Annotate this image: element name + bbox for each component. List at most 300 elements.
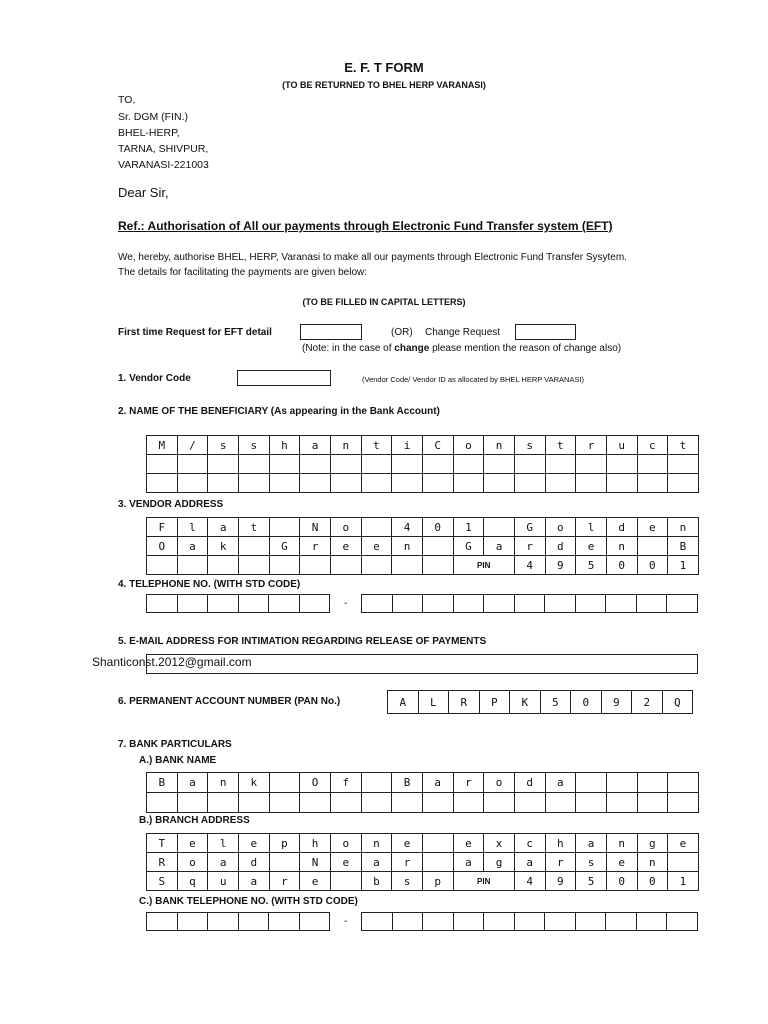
char-cell[interactable] — [576, 455, 607, 474]
char-cell[interactable] — [361, 793, 392, 813]
char-cell[interactable]: e — [453, 834, 484, 853]
capital-letters-note: (TO BE FILLED IN CAPITAL LETTERS) — [302, 297, 466, 307]
char-cell[interactable] — [330, 793, 361, 813]
char-cell[interactable] — [575, 595, 606, 613]
char-cell[interactable]: h — [269, 436, 300, 455]
char-cell[interactable] — [361, 773, 392, 793]
char-cell[interactable]: d — [238, 853, 269, 872]
char-cell[interactable] — [269, 913, 300, 931]
char-cell[interactable] — [637, 455, 668, 474]
char-cell[interactable]: r — [576, 436, 607, 455]
char-cell[interactable]: T — [147, 834, 178, 853]
char-cell[interactable] — [330, 455, 361, 474]
char-cell[interactable] — [637, 537, 668, 556]
beneficiary-label: 2. NAME OF THE BENEFICIARY (As appearing in the Bank Account) — [118, 406, 440, 417]
char-cell[interactable] — [606, 474, 637, 493]
char-cell[interactable]: 9 — [545, 872, 576, 891]
beneficiary-row-1 — [147, 436, 699, 455]
char-cell[interactable]: a — [208, 518, 239, 537]
char-cell[interactable]: r — [514, 537, 545, 556]
char-cell[interactable]: p — [422, 872, 453, 891]
change-note — [302, 343, 621, 354]
char-cell[interactable]: t — [668, 436, 699, 455]
vendor-address-row-3 — [147, 556, 699, 575]
char-cell[interactable] — [361, 455, 392, 474]
bank-particulars-label: 7. BANK PARTICULARS — [118, 739, 232, 750]
char-cell[interactable]: A — [388, 691, 419, 714]
char-cell[interactable] — [484, 913, 515, 931]
char-cell[interactable]: h — [300, 834, 331, 853]
char-cell[interactable]: e — [576, 537, 607, 556]
pin-label: PIN — [453, 872, 514, 891]
char-cell[interactable] — [269, 773, 300, 793]
char-cell[interactable] — [177, 556, 208, 575]
char-cell[interactable]: a — [484, 537, 515, 556]
char-cell[interactable]: e — [606, 853, 637, 872]
char-cell[interactable] — [269, 556, 300, 575]
vendor-address-grid[interactable] — [146, 517, 699, 575]
char-cell[interactable] — [208, 913, 239, 931]
branch-address-row-3 — [147, 872, 699, 891]
char-cell[interactable] — [514, 595, 545, 613]
char-cell[interactable] — [330, 556, 361, 575]
char-cell[interactable] — [422, 853, 453, 872]
char-cell[interactable] — [147, 793, 178, 813]
char-cell[interactable]: a — [238, 872, 269, 891]
char-cell[interactable] — [362, 913, 393, 931]
char-cell[interactable]: n — [484, 436, 515, 455]
telephone-std-grid[interactable] — [146, 594, 330, 613]
char-cell[interactable] — [300, 474, 331, 493]
char-cell[interactable]: o — [330, 518, 361, 537]
char-cell[interactable] — [636, 595, 667, 613]
branch-address-label: B.) BRANCH ADDRESS — [139, 815, 250, 826]
pin-label: PIN — [453, 556, 514, 575]
char-cell[interactable]: M — [147, 436, 178, 455]
char-cell[interactable] — [453, 455, 484, 474]
vendor-address-label: 3. VENDOR ADDRESS — [118, 499, 224, 510]
address-line: BHEL-HERP, — [118, 127, 180, 139]
char-cell[interactable]: e — [637, 518, 668, 537]
char-cell[interactable] — [545, 474, 576, 493]
char-cell[interactable]: a — [576, 834, 607, 853]
char-cell[interactable] — [422, 834, 453, 853]
address-line: TO, — [118, 94, 136, 106]
pan-label: 6. PERMANENT ACCOUNT NUMBER (PAN No.) — [118, 696, 341, 707]
char-cell[interactable] — [269, 853, 300, 872]
char-cell[interactable] — [300, 455, 331, 474]
vendor-code-label: 1. Vendor Code — [118, 373, 191, 384]
bank-name-label: A.) BANK NAME — [139, 755, 217, 766]
change-note-post: please mention the reason of change also) — [429, 343, 622, 354]
email-label: 5. E-MAIL ADDRESS FOR INTIMATION REGARDING RELEASE OF PAYMENTS — [118, 636, 487, 647]
char-cell[interactable]: r — [392, 853, 423, 872]
bank-name-grid[interactable] — [146, 772, 699, 813]
char-cell[interactable] — [362, 595, 393, 613]
char-cell[interactable] — [177, 793, 208, 813]
char-cell[interactable] — [330, 474, 361, 493]
char-cell[interactable]: n — [392, 537, 423, 556]
char-cell[interactable] — [545, 793, 576, 813]
char-cell[interactable] — [484, 793, 515, 813]
pan-grid[interactable] — [387, 690, 693, 714]
char-cell[interactable]: R — [147, 853, 178, 872]
char-cell[interactable]: n — [606, 834, 637, 853]
char-cell[interactable]: B — [392, 773, 423, 793]
char-cell[interactable] — [299, 595, 330, 613]
body-line: The details for facilitating the payments are given below: — [118, 267, 368, 278]
char-cell[interactable] — [208, 595, 239, 613]
vendor-address-row-2 — [147, 537, 699, 556]
char-cell[interactable] — [300, 793, 331, 813]
char-cell[interactable] — [330, 872, 361, 891]
char-cell[interactable]: 4 — [514, 872, 545, 891]
char-cell[interactable] — [422, 537, 453, 556]
char-cell[interactable]: r — [269, 872, 300, 891]
char-cell[interactable] — [423, 913, 454, 931]
form-subtitle: (TO BE RETURNED TO BHEL HERP VARANASI) — [282, 80, 486, 90]
char-cell[interactable]: O — [300, 773, 331, 793]
salutation: Dear Sir, — [118, 185, 169, 200]
char-cell[interactable]: a — [453, 853, 484, 872]
char-cell[interactable] — [238, 913, 269, 931]
char-cell[interactable]: Q — [662, 691, 693, 714]
char-cell[interactable] — [422, 793, 453, 813]
char-cell[interactable]: N — [300, 518, 331, 537]
char-cell[interactable] — [238, 556, 269, 575]
char-cell[interactable]: R — [449, 691, 480, 714]
char-cell[interactable]: 5 — [540, 691, 571, 714]
char-cell[interactable]: 5 — [576, 556, 607, 575]
char-cell[interactable] — [545, 455, 576, 474]
char-cell[interactable]: a — [422, 773, 453, 793]
char-cell[interactable]: B — [668, 537, 699, 556]
char-cell[interactable]: n — [606, 537, 637, 556]
char-cell[interactable] — [361, 556, 392, 575]
char-cell[interactable]: b — [361, 872, 392, 891]
char-cell[interactable]: f — [330, 773, 361, 793]
bank-telephone-std-grid[interactable] — [146, 912, 330, 931]
char-cell[interactable] — [238, 474, 269, 493]
char-cell[interactable]: p — [269, 834, 300, 853]
char-cell[interactable] — [636, 913, 667, 931]
char-cell[interactable]: x — [484, 834, 515, 853]
telephone-number-row — [362, 595, 698, 613]
char-cell[interactable]: o — [453, 436, 484, 455]
char-cell[interactable] — [208, 474, 239, 493]
char-cell[interactable]: s — [514, 436, 545, 455]
char-cell[interactable]: r — [300, 537, 331, 556]
char-cell[interactable] — [514, 474, 545, 493]
char-cell[interactable] — [453, 913, 484, 931]
char-cell[interactable]: s — [208, 436, 239, 455]
char-cell[interactable] — [545, 595, 576, 613]
char-cell[interactable]: q — [177, 872, 208, 891]
char-cell[interactable]: O — [147, 537, 178, 556]
char-cell[interactable] — [269, 595, 300, 613]
char-cell[interactable] — [606, 793, 637, 813]
char-cell[interactable]: l — [576, 518, 607, 537]
char-cell[interactable]: a — [514, 853, 545, 872]
char-cell[interactable]: 0 — [637, 556, 668, 575]
char-cell[interactable]: i — [392, 436, 423, 455]
change-request-checkbox[interactable] — [515, 324, 576, 340]
char-cell[interactable] — [453, 595, 484, 613]
address-line: TARNA, SHIVPUR, — [118, 143, 209, 155]
first-time-request-checkbox[interactable] — [300, 324, 362, 340]
char-cell[interactable]: a — [177, 537, 208, 556]
char-cell[interactable]: 4 — [514, 556, 545, 575]
char-cell[interactable]: e — [238, 834, 269, 853]
char-cell[interactable] — [667, 595, 698, 613]
char-cell[interactable]: n — [637, 853, 668, 872]
char-cell[interactable]: a — [300, 436, 331, 455]
char-cell[interactable]: a — [545, 773, 576, 793]
char-cell[interactable] — [453, 793, 484, 813]
char-cell[interactable]: e — [330, 853, 361, 872]
char-cell[interactable]: c — [637, 436, 668, 455]
char-cell[interactable]: 1 — [668, 556, 699, 575]
change-request-label: Change Request — [425, 327, 501, 338]
char-cell[interactable]: e — [668, 834, 699, 853]
char-cell[interactable]: s — [576, 853, 607, 872]
vendor-code-note: (Vendor Code/ Vendor ID as allocated by BHEL HERP VARANASI) — [362, 375, 585, 384]
char-cell[interactable]: e — [300, 872, 331, 891]
char-cell[interactable] — [238, 537, 269, 556]
char-cell[interactable] — [484, 518, 515, 537]
char-cell[interactable] — [392, 913, 423, 931]
address-line: Sr. DGM (FIN.) — [118, 111, 188, 123]
char-cell[interactable]: G — [269, 537, 300, 556]
char-cell[interactable]: 9 — [545, 556, 576, 575]
char-cell[interactable]: e — [361, 537, 392, 556]
char-cell[interactable]: a — [177, 773, 208, 793]
char-cell[interactable]: t — [361, 436, 392, 455]
char-cell[interactable]: n — [330, 436, 361, 455]
char-cell[interactable] — [576, 474, 607, 493]
char-cell[interactable]: S — [147, 872, 178, 891]
bank-name-row-2 — [147, 793, 699, 813]
char-cell[interactable] — [392, 474, 423, 493]
char-cell[interactable]: s — [238, 436, 269, 455]
char-cell[interactable] — [147, 474, 178, 493]
char-cell[interactable]: a — [361, 853, 392, 872]
char-cell[interactable]: 0 — [422, 518, 453, 537]
char-cell[interactable]: l — [208, 834, 239, 853]
char-cell[interactable]: G — [514, 518, 545, 537]
char-cell[interactable]: r — [545, 853, 576, 872]
char-cell[interactable] — [392, 793, 423, 813]
char-cell[interactable] — [606, 913, 637, 931]
char-cell[interactable]: o — [177, 853, 208, 872]
char-cell[interactable] — [637, 773, 668, 793]
char-cell[interactable] — [453, 474, 484, 493]
char-cell[interactable] — [238, 793, 269, 813]
char-cell[interactable]: L — [418, 691, 449, 714]
beneficiary-row-3 — [147, 474, 699, 493]
char-cell[interactable] — [147, 455, 178, 474]
address-line: VARANASI-221003 — [118, 159, 209, 171]
char-cell[interactable]: t — [238, 518, 269, 537]
char-cell[interactable]: 5 — [576, 872, 607, 891]
char-cell[interactable] — [576, 793, 607, 813]
char-cell[interactable] — [392, 595, 423, 613]
char-cell[interactable]: a — [208, 853, 239, 872]
char-cell[interactable] — [422, 556, 453, 575]
char-cell[interactable]: / — [177, 436, 208, 455]
char-cell[interactable]: C — [422, 436, 453, 455]
char-cell[interactable]: 0 — [571, 691, 602, 714]
char-cell[interactable] — [208, 556, 239, 575]
char-cell[interactable]: h — [545, 834, 576, 853]
char-cell[interactable]: B — [147, 773, 178, 793]
pan-row — [388, 691, 693, 714]
branch-address-grid[interactable] — [146, 833, 699, 891]
char-cell[interactable]: 0 — [606, 872, 637, 891]
char-cell[interactable]: n — [361, 834, 392, 853]
char-cell[interactable] — [606, 455, 637, 474]
char-cell[interactable]: r — [453, 773, 484, 793]
char-cell[interactable]: o — [330, 834, 361, 853]
char-cell[interactable] — [238, 595, 269, 613]
char-cell[interactable] — [177, 595, 208, 613]
char-cell[interactable] — [269, 793, 300, 813]
char-cell[interactable]: n — [208, 773, 239, 793]
char-cell[interactable] — [269, 455, 300, 474]
char-cell[interactable]: 2 — [632, 691, 663, 714]
char-cell[interactable] — [545, 913, 576, 931]
char-cell[interactable] — [177, 913, 208, 931]
bank-telephone-number-grid[interactable] — [361, 912, 698, 931]
char-cell[interactable] — [423, 595, 454, 613]
char-cell[interactable] — [238, 455, 269, 474]
char-cell[interactable]: 1 — [668, 872, 699, 891]
char-cell[interactable] — [392, 556, 423, 575]
telephone-number-grid[interactable] — [361, 594, 698, 613]
char-cell[interactable] — [269, 518, 300, 537]
char-cell[interactable]: e — [177, 834, 208, 853]
char-cell[interactable] — [300, 556, 331, 575]
bank-name-row-1 — [147, 773, 699, 793]
char-cell[interactable] — [177, 474, 208, 493]
char-cell[interactable] — [269, 474, 300, 493]
char-cell[interactable]: g — [484, 853, 515, 872]
reference-line: Ref.: Authorisation of All our payments through Electronic Fund Transfer system (EFT) — [118, 219, 613, 233]
char-cell[interactable]: K — [510, 691, 541, 714]
change-note-bold: change — [394, 343, 430, 354]
char-cell[interactable] — [484, 595, 515, 613]
branch-address-row-1 — [147, 834, 699, 853]
beneficiary-row-2 — [147, 455, 699, 474]
telephone-dash: - — [344, 598, 348, 609]
char-cell[interactable] — [208, 793, 239, 813]
char-cell[interactable] — [361, 474, 392, 493]
char-cell[interactable]: 1 — [453, 518, 484, 537]
char-cell[interactable]: u — [606, 436, 637, 455]
body-line: We, hereby, authorise BHEL, HERP, Varanasi to make all our payments through Electronic Fund Transfer Sysytem. — [118, 252, 627, 263]
char-cell[interactable]: F — [147, 518, 178, 537]
char-cell[interactable] — [606, 773, 637, 793]
char-cell[interactable] — [575, 913, 606, 931]
char-cell[interactable] — [514, 913, 545, 931]
char-cell[interactable] — [637, 793, 668, 813]
char-cell[interactable]: e — [392, 834, 423, 853]
char-cell[interactable]: 4 — [392, 518, 423, 537]
char-cell[interactable]: k — [238, 773, 269, 793]
char-cell[interactable] — [484, 474, 515, 493]
vendor-code-input[interactable] — [237, 370, 331, 386]
char-cell[interactable]: t — [545, 436, 576, 455]
char-cell[interactable] — [177, 455, 208, 474]
char-cell[interactable] — [484, 455, 515, 474]
branch-address-row-2 — [147, 853, 699, 872]
char-cell[interactable] — [208, 455, 239, 474]
char-cell[interactable]: d — [606, 518, 637, 537]
char-cell[interactable] — [422, 455, 453, 474]
email-value: Shanticonst.2012@gmail.com — [92, 655, 252, 669]
char-cell[interactable] — [514, 455, 545, 474]
char-cell[interactable]: e — [330, 537, 361, 556]
char-cell[interactable]: o — [484, 773, 515, 793]
char-cell[interactable] — [299, 913, 330, 931]
or-text: (OR) — [391, 327, 413, 338]
char-cell[interactable] — [361, 518, 392, 537]
bank-telephone-label: C.) BANK TELEPHONE NO. (WITH STD CODE) — [139, 896, 358, 907]
char-cell[interactable] — [422, 474, 453, 493]
first-time-request-label: First time Request for EFT detail — [118, 327, 272, 338]
char-cell[interactable] — [668, 474, 699, 493]
char-cell[interactable]: k — [208, 537, 239, 556]
char-cell[interactable]: s — [392, 872, 423, 891]
char-cell[interactable] — [668, 853, 699, 872]
char-cell[interactable]: o — [545, 518, 576, 537]
char-cell[interactable]: d — [545, 537, 576, 556]
char-cell[interactable] — [667, 913, 698, 931]
char-cell[interactable] — [668, 455, 699, 474]
char-cell[interactable] — [668, 773, 699, 793]
char-cell[interactable] — [147, 595, 178, 613]
bank-telephone-dash: - — [344, 916, 348, 927]
char-cell[interactable]: 0 — [637, 872, 668, 891]
char-cell[interactable]: c — [514, 834, 545, 853]
char-cell[interactable]: d — [514, 773, 545, 793]
form-title: E. F. T FORM — [344, 60, 424, 75]
telephone-label: 4. TELEPHONE NO. (WITH STD CODE) — [118, 579, 301, 590]
char-cell[interactable] — [147, 913, 178, 931]
char-cell[interactable]: l — [177, 518, 208, 537]
beneficiary-grid[interactable] — [146, 435, 699, 493]
char-cell[interactable]: n — [668, 518, 699, 537]
char-cell[interactable] — [637, 474, 668, 493]
char-cell[interactable] — [576, 773, 607, 793]
char-cell[interactable] — [392, 455, 423, 474]
char-cell[interactable]: P — [479, 691, 510, 714]
char-cell[interactable]: g — [637, 834, 668, 853]
char-cell[interactable]: G — [453, 537, 484, 556]
change-note-pre: (Note: in the case of — [302, 343, 395, 354]
char-cell[interactable] — [514, 793, 545, 813]
char-cell[interactable] — [147, 556, 178, 575]
bank-telephone-std-row — [147, 913, 330, 931]
telephone-std-row — [147, 595, 330, 613]
char-cell[interactable]: N — [300, 853, 331, 872]
char-cell[interactable]: u — [208, 872, 239, 891]
char-cell[interactable]: 9 — [601, 691, 632, 714]
bank-telephone-number-row — [362, 913, 698, 931]
char-cell[interactable]: 0 — [606, 556, 637, 575]
char-cell[interactable] — [668, 793, 699, 813]
char-cell[interactable] — [606, 595, 637, 613]
